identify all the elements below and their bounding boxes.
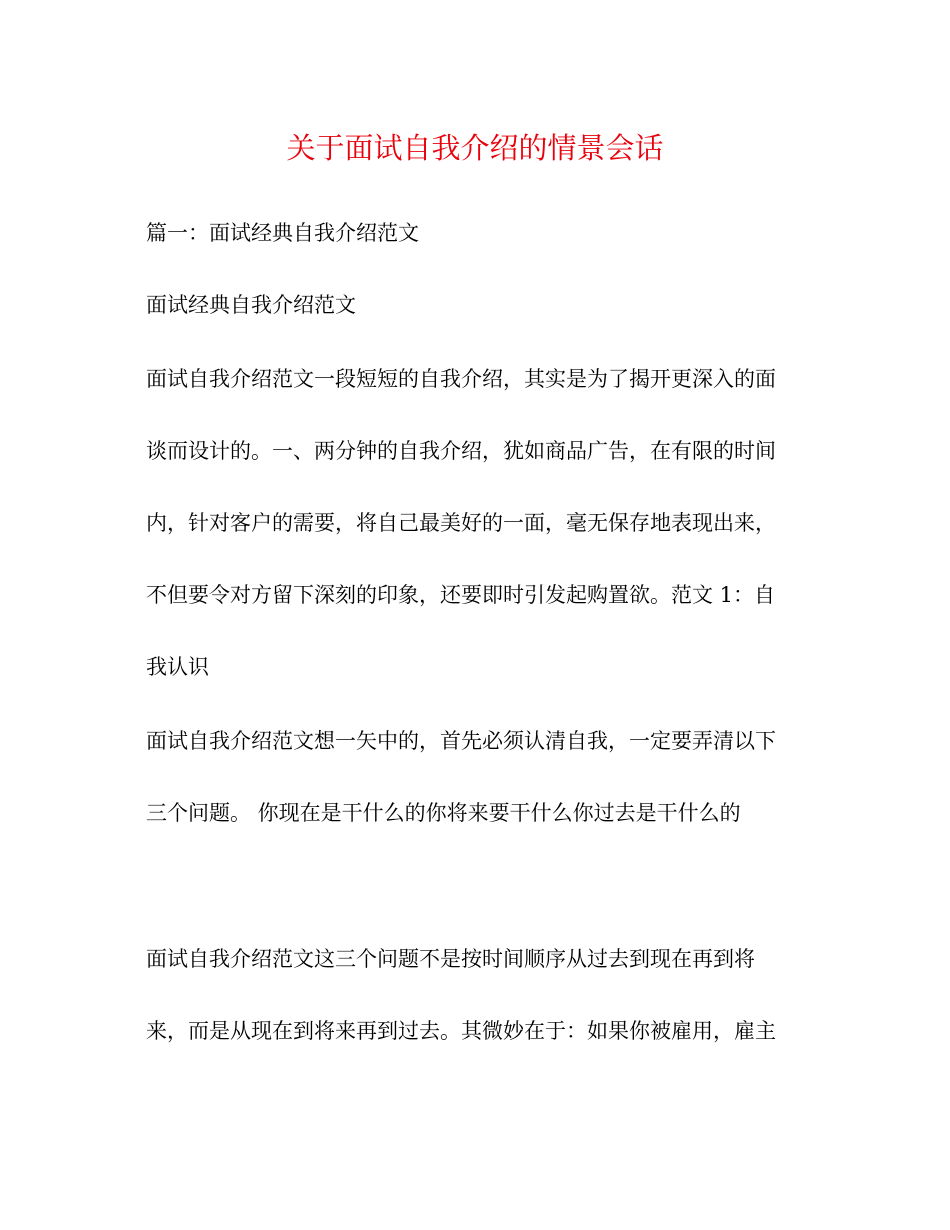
paragraph-line: 三个问题。 你现在是干什么的你将来要干什么你过去是干什么的 bbox=[146, 801, 741, 825]
paragraph-line: 面试自我介绍范文想一矢中的，首先必须认清自我，一定要弄清以下 bbox=[146, 729, 776, 753]
paragraph-line: 来，而是从现在到将来再到过去。其微妙在于：如果你被雇用，雇主 bbox=[146, 1019, 776, 1043]
paragraph-line: 我认识 bbox=[146, 655, 209, 679]
subheading: 面试经典自我介绍范文 bbox=[146, 293, 356, 317]
paragraph-line: 不但要令对方留下深刻的印象，还要即时引发起购置欲。范文 1：自 bbox=[146, 583, 776, 607]
section-heading: 篇一：面试经典自我介绍范文 bbox=[146, 221, 419, 245]
document-title: 关于面试自我介绍的情景会话 bbox=[286, 131, 664, 165]
paragraph-line: 面试自我介绍范文这三个问题不是按时间顺序从过去到现在再到将 bbox=[146, 947, 755, 971]
paragraph-line: 谈而设计的。一、两分钟的自我介绍，犹如商品广告，在有限的时间 bbox=[146, 439, 776, 463]
paragraph-line: 面试自我介绍范文一段短短的自我介绍，其实是为了揭开更深入的面 bbox=[146, 367, 776, 391]
paragraph-line: 内，针对客户的需要，将自己最美好的一面，毫无保存地表现出来， bbox=[146, 511, 776, 535]
